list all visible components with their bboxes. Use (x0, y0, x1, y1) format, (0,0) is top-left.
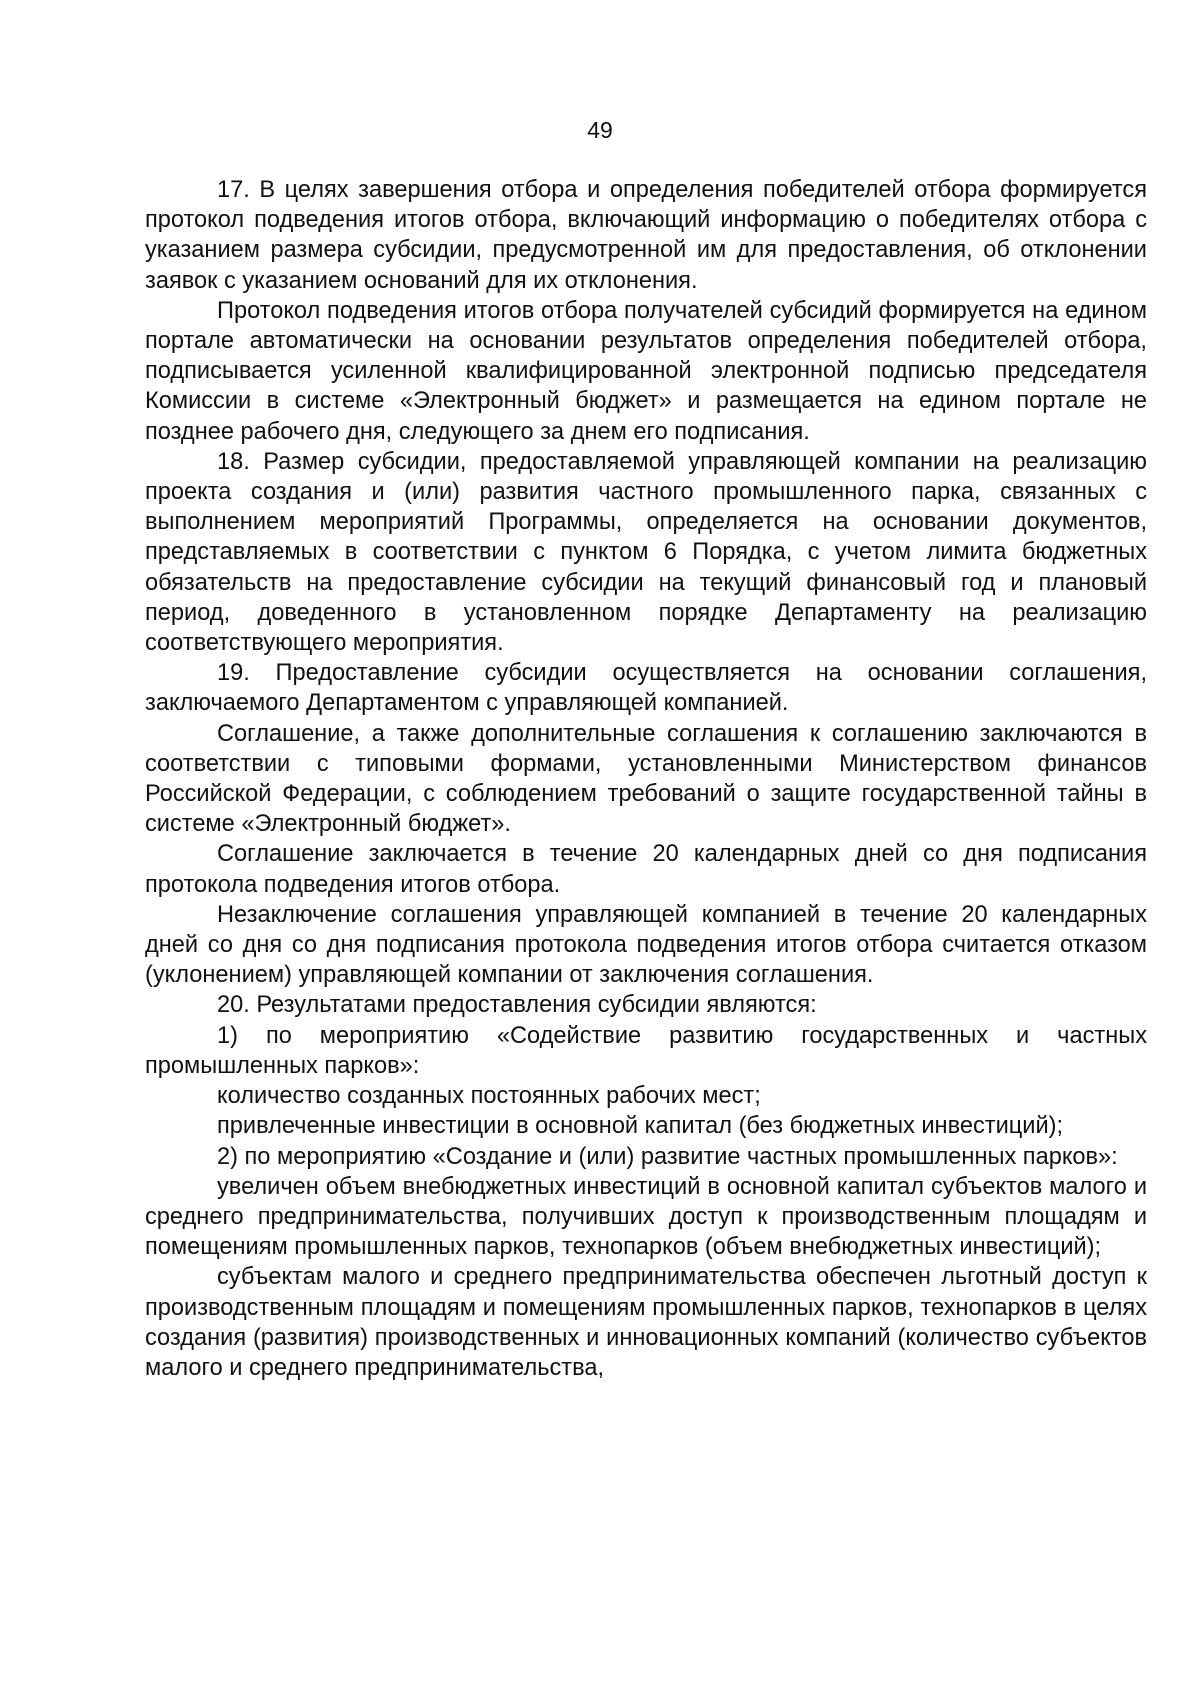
list-item-jobs: количество созданных постоянных рабочих мест; (217, 1083, 761, 1110)
paragraph-agreement-term: Соглашение заключается в течение 20 календарных дней со дня подписания протокола подведения итогов отбора. (145, 841, 1147, 898)
list-item-1: 1) по мероприятию «Содействие развитию государственных и частных промышленных парков»: (145, 1022, 1147, 1079)
paragraph-17: 17. В целях завершения отбора и определения победителей отбора формируется протокол подведения итогов отбора, включающий информацию о победителях отбора с указанием размера субсидии, предусмотренной им для предоставления, об отклонении заявок с указанием оснований для их отклонения. (145, 177, 1147, 294)
paragraph-non-conclusion: Незаключение соглашения управляющей компанией в течение 20 календарных дней со дня со дня подписания протокола подведения итогов отбора считается отказом (уклонением) управляющей компании от заключения соглашения. (145, 901, 1147, 989)
paragraph-18: 18. Размер субсидии, предоставляемой управляющей компании на реализацию проекта создания и (или) развития частного промышленного парка, связанных с выполнением мероприятий Программы, определяется на основании документов, представляемых в соответствии с пунктом 6 Порядка, с учетом лимита бюджетных обязательств на предоставление субсидии на текущий финансовый год и плановый период, доведенного в установленном порядке Департаменту на реализацию соответствующего мероприятия. (145, 448, 1147, 657)
paragraph-20: 20. Результатами предоставления субсидии являются: (217, 992, 817, 1019)
list-item-investments: привлеченные инвестиции в основной капитал (без бюджетных инвестиций); (217, 1113, 1064, 1140)
paragraph-protocol-formation: Протокол подведения итогов отбора получателей субсидий формируется на едином портале автоматически на основании результатов определения победителей отбора, подписывается усиленной квалифицированной электронной подписью председателя Комиссии в системе «Электронный бюджет» и размещается на едином портале не позднее рабочего дня, следующего за днем его подписания. (145, 297, 1147, 445)
list-item-2: 2) по мероприятию «Создание и (или) развитие частных промышленных парков»: (217, 1143, 1118, 1170)
document-body (145, 175, 1147, 1383)
page-number: 49 (587, 117, 613, 143)
paragraph-19: 19. Предоставление субсидии осуществляется на основании соглашения, заключаемого Департаментом с управляющей компанией. (145, 660, 1147, 717)
paragraph-agreement-forms: Соглашение, а также дополнительные соглашения к соглашению заключаются в соответствии с типовыми формами, установленными Министерством финансов Российской Федерации, с соблюдением требований о защите государственной тайны в системе «Электронный бюджет». (145, 720, 1147, 838)
list-item-preferential-access: субъектам малого и среднего предпринимательства обеспечен льготный доступ к производственным площадям и помещениям промышленных парков, технопарков в целях создания (развития) производственных и инновационных компаний (количество субъектов малого и среднего предпринимательства, (145, 1264, 1147, 1381)
list-item-extrabudgetary: увеличен объем внебюджетных инвестиций в основной капитал субъектов малого и среднего предпринимательства, получивших доступ к производственным площадям и помещениям промышленных парков, технопарков (объем внебюджетных инвестиций); (145, 1173, 1147, 1261)
